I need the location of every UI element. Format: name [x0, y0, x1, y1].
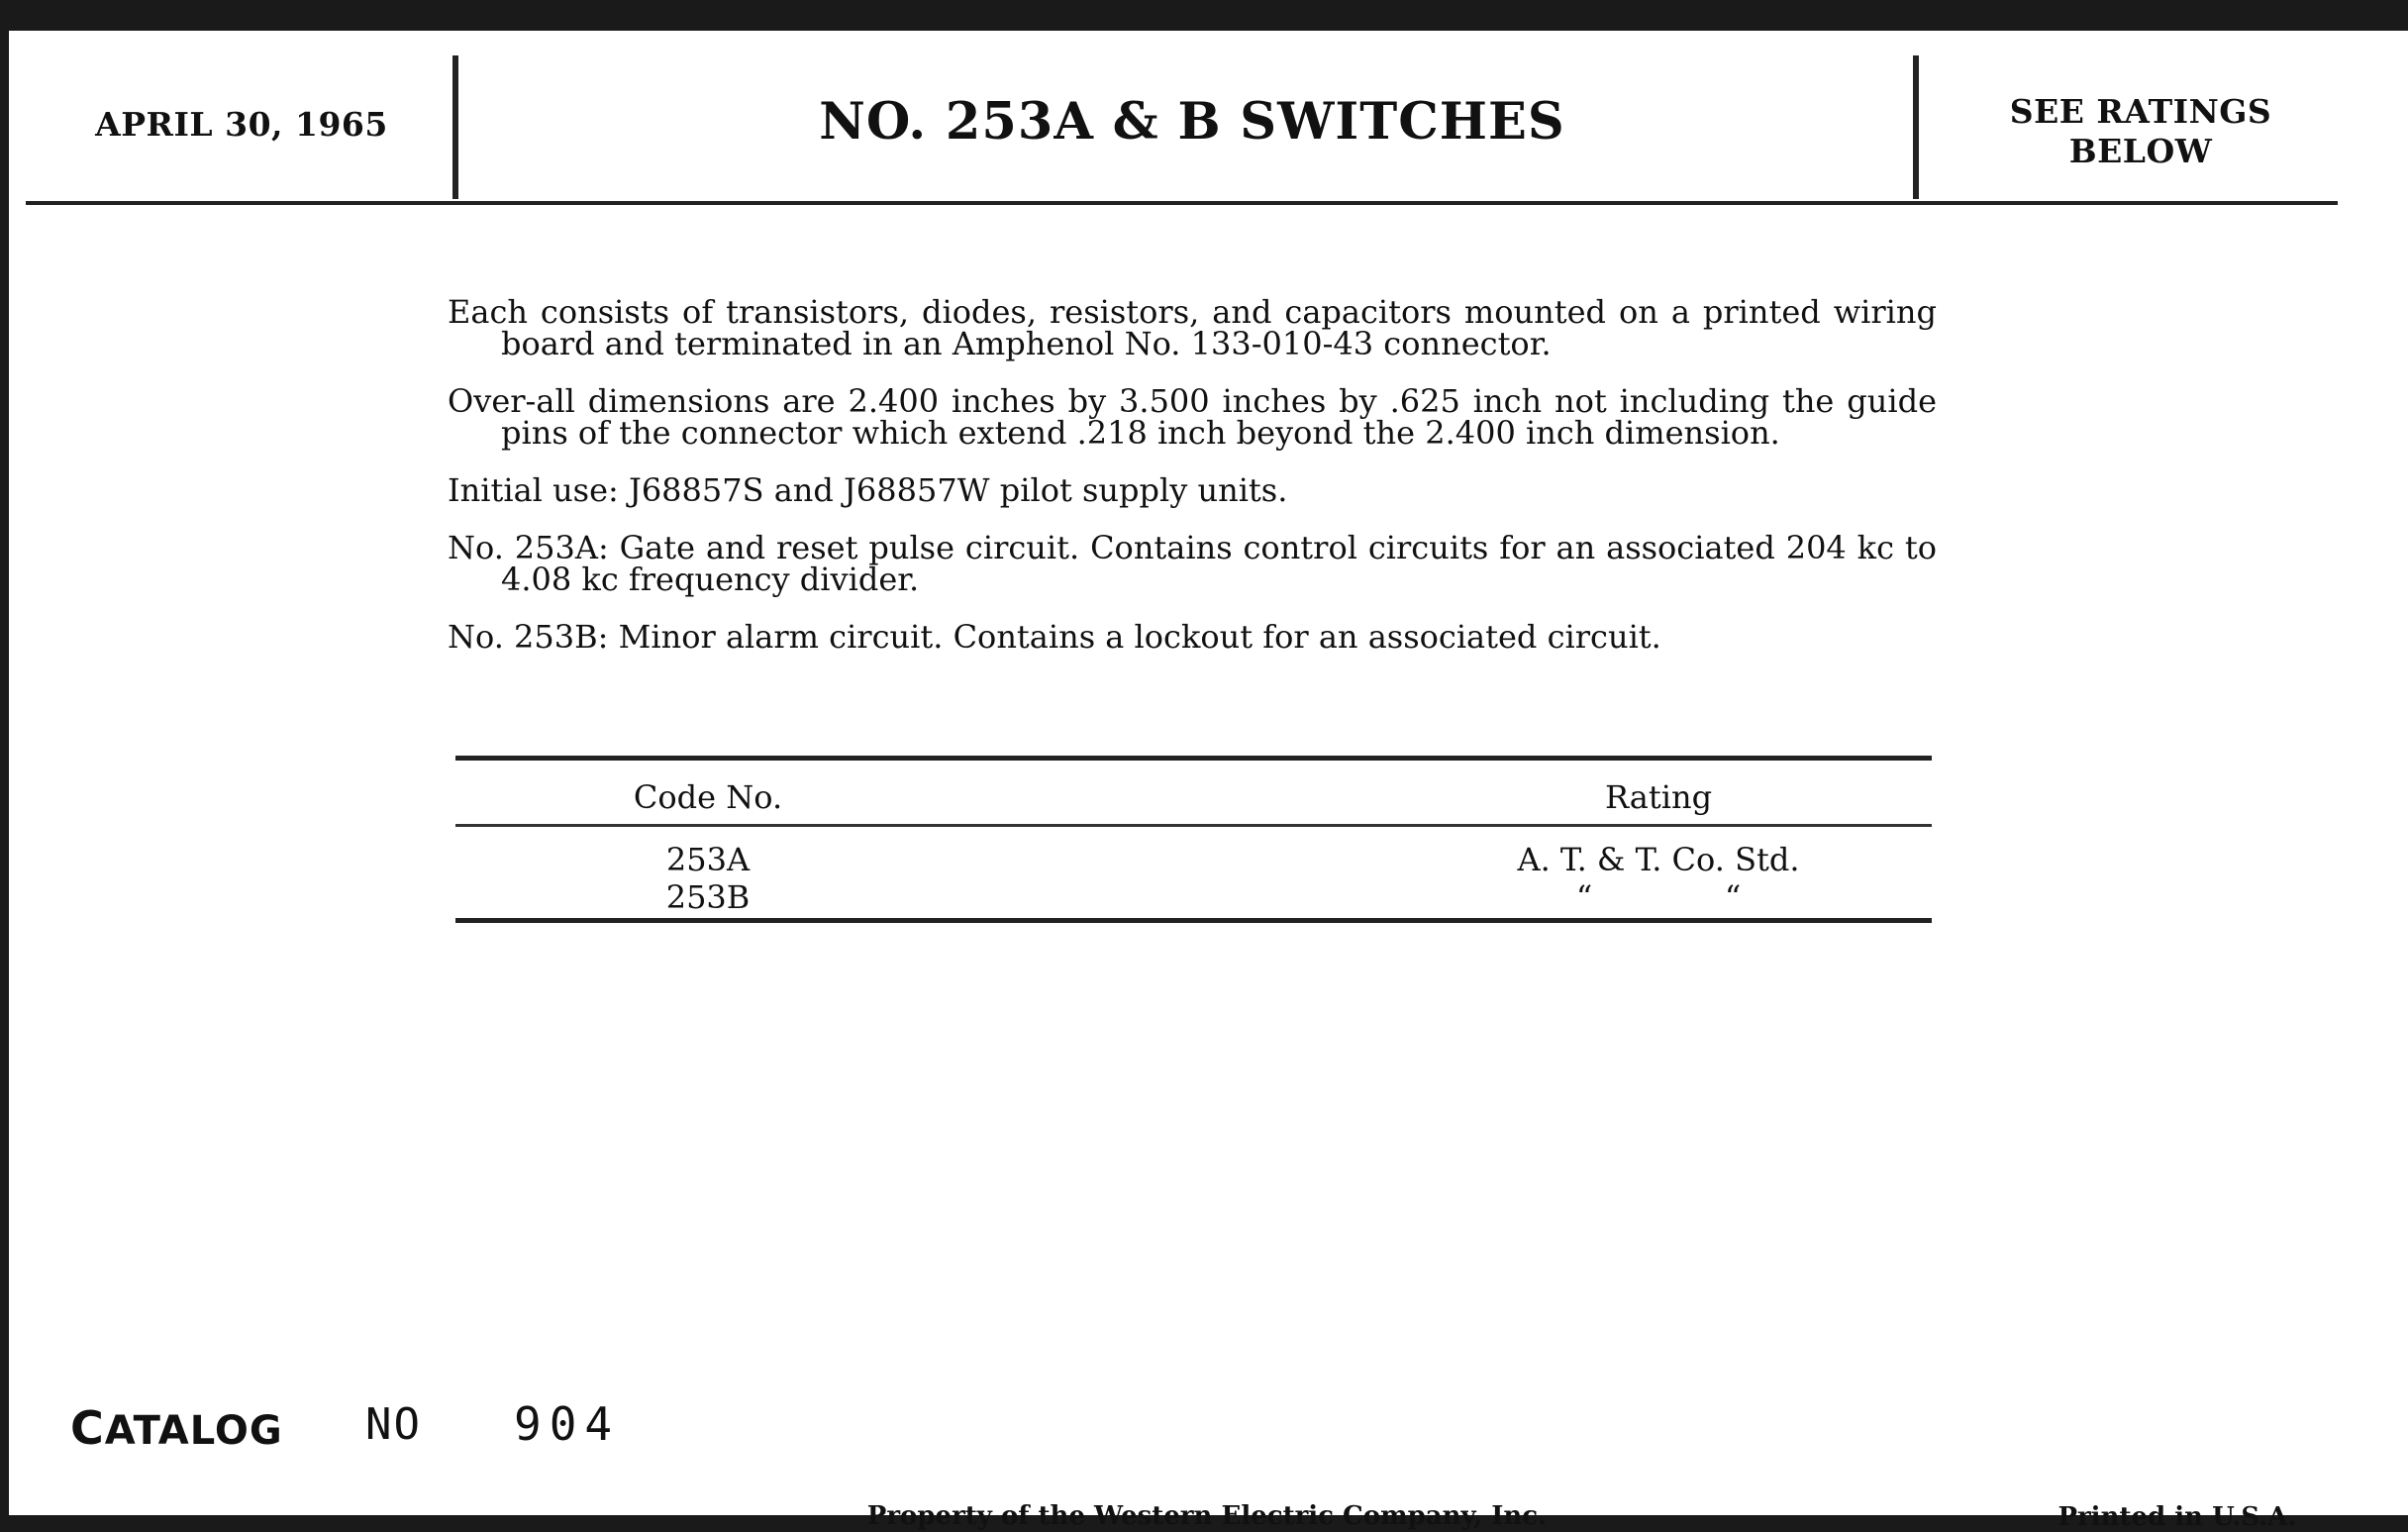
header-divider-left [452, 55, 458, 199]
initial-use-paragraph: Initial use: J68857S and J68857W pilot supply units. [448, 471, 1288, 509]
catalog-label-cap: C [70, 1401, 105, 1455]
description [448, 293, 1937, 678]
dimensions-paragraph: Over-all dimensions are 2.400 inches by 3.500 inches by .625 inch not including the guide pins of the connector which extend .218 inch beyond the 2.400 inch dimension. [448, 382, 1937, 452]
ratings-note-line1: SEE RATINGS [2009, 92, 2272, 131]
header-divider-right [1913, 55, 1919, 199]
catalog-label-rest: ATALOG [104, 1408, 283, 1454]
column-header-code: Code No. [633, 778, 783, 816]
253a-paragraph: No. 253A: Gate and reset pulse circuit. Contains control circuits for an associated 204 kc to 4.08 kc frequency divider. [448, 529, 1937, 598]
column-header-rating: Rating [1604, 778, 1713, 816]
property-notice: Property of the Western Electric Company, Inc. [866, 1501, 1548, 1531]
ratings-table [455, 756, 1932, 923]
catalog-label [70, 1401, 283, 1455]
ratings-note [1938, 92, 2344, 171]
catalog-sheet [9, 31, 2408, 1532]
description-paragraph: Each consists of transistors, diodes, resistors, and capacitors mounted on a printed wiring board and terminated in an Amphenol No. 133-010-43 connector. [448, 293, 1937, 362]
table-cell-rating-ditto [1495, 878, 1822, 916]
printed-notice: Printed in U.S.A. [2057, 1502, 2297, 1532]
issue-date: APRIL 30, 1965 [95, 105, 388, 144]
catalog-number: 904 [514, 1397, 621, 1451]
253b-paragraph: No. 253B: Minor alarm circuit. Contains a lockout for an associated circuit. [448, 618, 1661, 656]
table-rule-bottom [455, 918, 1932, 923]
ratings-note-line2: BELOW [2068, 132, 2213, 170]
ditto-mark: “ [1724, 878, 1742, 916]
catalog-no-label: NO [365, 1399, 422, 1450]
table-body [455, 827, 1932, 918]
table-cell-code: 253B [665, 878, 751, 916]
ditto-mark: “ [1575, 878, 1593, 916]
table-cell-rating: A. T. & T. Co. Std. [1517, 841, 1800, 878]
table-cell-code: 253A [665, 841, 751, 878]
header-rule [26, 201, 2338, 205]
page-title: NO. 253A & B SWITCHES [819, 92, 1565, 152]
table-header [455, 761, 1932, 824]
